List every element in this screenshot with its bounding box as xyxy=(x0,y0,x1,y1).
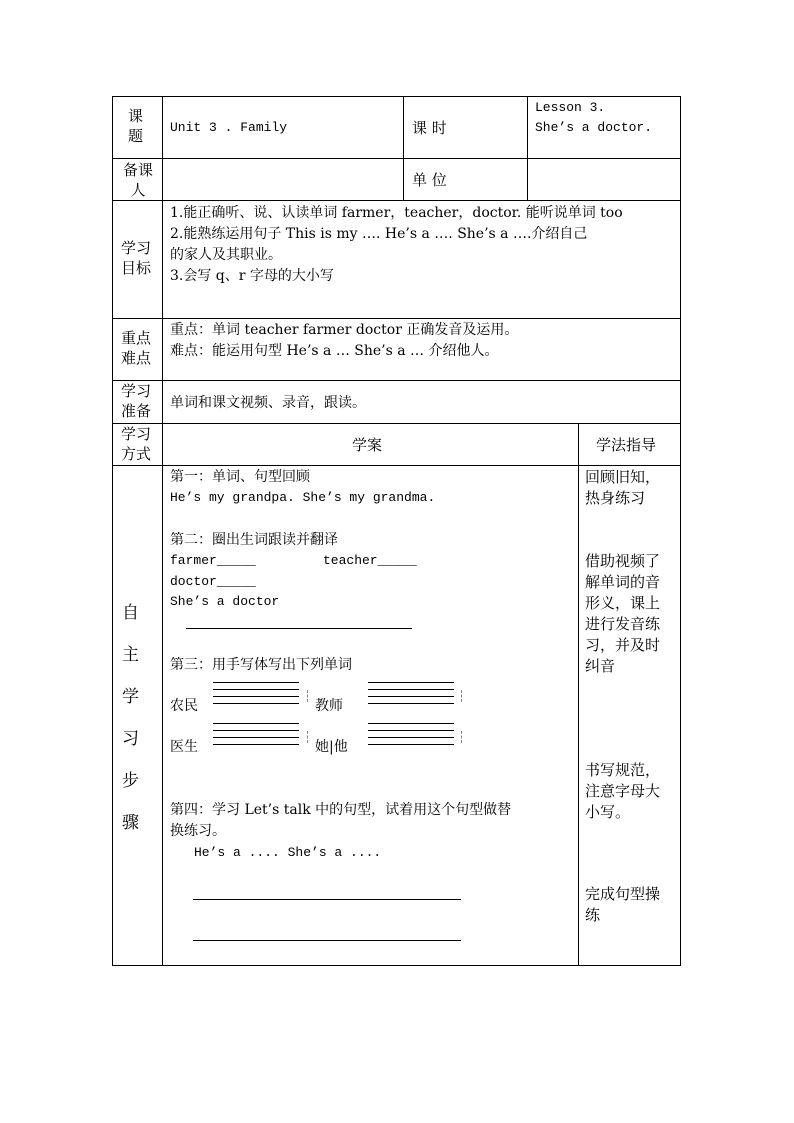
step2-sentence: She’s a doctor xyxy=(170,594,280,609)
objective-line-2: 2.能熟练运用句子 This is my …. He’s a …. She’s a ….介绍自己 xyxy=(170,226,588,242)
guide-column-header: 学法指导 xyxy=(596,436,657,454)
step4-title: 第四：学习 Let’s talk 中的句型，试着用这个句型做替 xyxy=(170,802,512,818)
step2-doctor: doctor_____ xyxy=(170,574,256,589)
side-char-2: 主 xyxy=(122,645,139,665)
guide4-line2: 练 xyxy=(585,906,601,924)
method-label: 学习方式 xyxy=(121,425,152,463)
topic-label: 课题 xyxy=(128,107,144,145)
writing-lines-divider xyxy=(461,690,464,702)
writing-lines-divider xyxy=(461,731,464,743)
step3-farmer: 农民 xyxy=(170,698,198,714)
objective-line-1: 1.能正确听、说、认读单词 farmer，teacher，doctor. 能听说单词 too xyxy=(170,205,623,221)
step2-answer-line[interactable] xyxy=(186,628,412,629)
step4-answer-line-1[interactable] xyxy=(193,899,461,900)
step2-title: 第二：圈出生词跟读并翻译 xyxy=(170,532,338,548)
lesson-line2: She’s a doctor. xyxy=(535,120,653,135)
step4-pattern: He’s a .... She’s a .... xyxy=(194,845,382,860)
writing-lines-heshe[interactable] xyxy=(368,723,454,745)
preparation-label: 学习准备 xyxy=(121,382,152,420)
step1-text: He’s my grandpa. She’s my grandma. xyxy=(170,490,436,505)
keypoints-label: 重点难点 xyxy=(121,329,152,367)
guide3-line1: 书写规范， xyxy=(585,761,661,779)
guide2-line4: 进行发音练 xyxy=(585,615,661,633)
preparation-text: 单词和课文视频、录音，跟读。 xyxy=(170,395,366,411)
period-label: 课 时 xyxy=(412,119,447,137)
step3-doctor: 医生 xyxy=(170,739,198,755)
unit-label: 单 位 xyxy=(412,171,447,189)
side-char-3: 学 xyxy=(122,687,139,707)
writing-lines-divider xyxy=(307,731,310,743)
objective-line-3: 的家人及其职业。 xyxy=(170,247,282,263)
step3-heshe: 她|他 xyxy=(315,739,348,755)
guide1-line1: 回顾旧知， xyxy=(585,468,661,486)
guide3-line2: 注意字母大 xyxy=(585,782,661,800)
step4-answer-line-2[interactable] xyxy=(193,940,461,941)
objectives-label: 学习目标 xyxy=(121,239,152,277)
guide2-line3: 形义，课上 xyxy=(585,594,661,612)
writing-lines-divider xyxy=(307,690,310,702)
step2-farmer: farmer_____ xyxy=(170,553,256,568)
key-point: 重点：单词 teacher farmer doctor 正确发音及运用。 xyxy=(170,322,519,338)
guide1-line2: 热身练习 xyxy=(585,489,646,507)
step3-teacher: 教师 xyxy=(315,698,343,714)
step3-title: 第三：用手写体写出下列单词 xyxy=(170,657,352,673)
step4-title-cont: 换练习。 xyxy=(170,823,226,839)
writing-lines-teacher[interactable] xyxy=(368,682,454,704)
lesson-line1: Lesson 3. xyxy=(535,100,606,115)
step2-teacher: teacher_____ xyxy=(323,553,417,568)
side-char-4: 习 xyxy=(122,729,139,749)
side-char-6: 骤 xyxy=(122,813,139,833)
step1-title: 第一：单词、句型回顾 xyxy=(170,469,310,485)
side-char-5: 步 xyxy=(122,771,139,791)
difficult-point: 难点：能运用句型 He’s a … She’s a … 介绍他人。 xyxy=(170,343,499,359)
plan-column-header: 学案 xyxy=(352,436,383,454)
guide2-line6: 纠音 xyxy=(585,657,616,675)
topic-value: Unit 3 . Family xyxy=(170,120,288,135)
guide2-line1: 借助视频了 xyxy=(585,552,661,570)
objective-line-4: 3.会写 q、r 字母的大小写 xyxy=(170,268,334,284)
guide4-line1: 完成句型操 xyxy=(585,885,661,903)
writing-lines-farmer[interactable] xyxy=(213,682,299,704)
guide2-line2: 解单词的音 xyxy=(585,573,661,591)
guide2-line5: 习，并及时 xyxy=(585,636,661,654)
guide3-line3: 小写。 xyxy=(585,803,631,821)
side-char-1: 自 xyxy=(122,603,139,623)
preparer-label: 备课人 xyxy=(122,161,153,199)
writing-lines-doctor[interactable] xyxy=(213,723,299,745)
